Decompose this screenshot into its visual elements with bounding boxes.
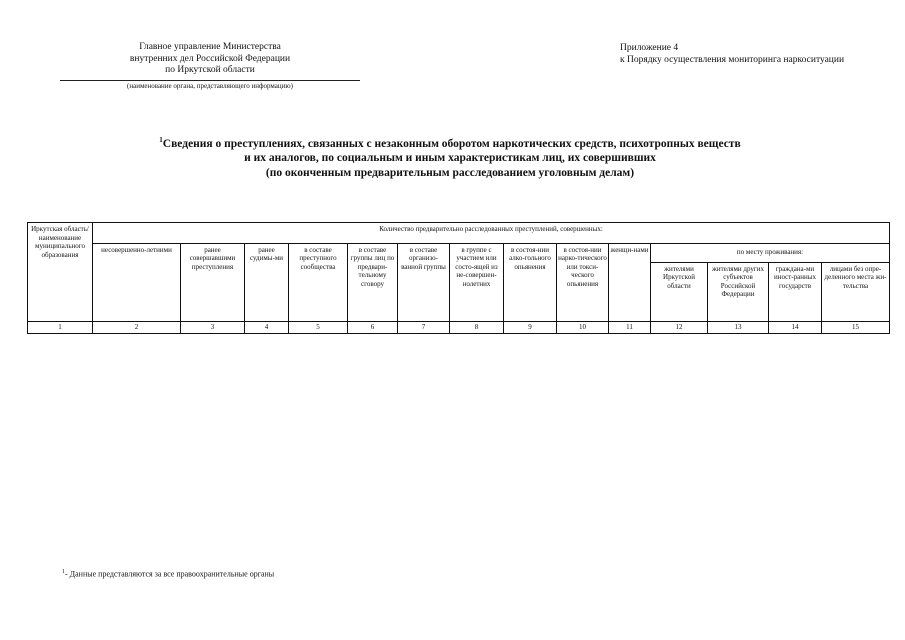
residence-column-header: жителями других субъектов Российской Федерации bbox=[708, 262, 769, 321]
column-number: 9 bbox=[504, 322, 557, 334]
org-line-1: Главное управление Министерства bbox=[139, 42, 281, 52]
title-line-3: (по оконченным предварительным расследованием уголовным делам) bbox=[265, 166, 635, 179]
column-number: 5 bbox=[289, 322, 348, 334]
column-number: 7 bbox=[398, 322, 450, 334]
appendix-line-1: Приложение 4 bbox=[620, 43, 679, 53]
column-number: 10 bbox=[557, 322, 609, 334]
column-number-row bbox=[28, 322, 890, 334]
appendix-line-2: к Порядку осуществления мониторинга наркоситуации bbox=[620, 54, 845, 65]
title-line-1-text: Сведения о преступлениях, связанных с незаконным оборотом наркотических средств, психотропных веществ bbox=[162, 137, 741, 150]
column-number: 13 bbox=[708, 322, 769, 334]
column-number: 14 bbox=[769, 322, 822, 334]
region-header: Иркутская область/ наименование муниципального образования bbox=[28, 223, 93, 322]
org-caption: (наименование органа, представляющего информацию) bbox=[127, 82, 293, 90]
column-header: в группе с участием или состо-ящей из не-совершен-нолетних bbox=[450, 243, 504, 321]
org-line-3: по Иркутской области bbox=[165, 65, 255, 75]
column-header: в составе преступного сообщества bbox=[289, 243, 348, 321]
column-number: 12 bbox=[651, 322, 708, 334]
organization-name bbox=[60, 42, 360, 77]
column-number: 3 bbox=[181, 322, 245, 334]
statistics-table bbox=[27, 222, 890, 334]
column-header: в составе организо-ванной группы bbox=[398, 243, 450, 321]
column-number: 1 bbox=[28, 322, 93, 334]
appendix-note bbox=[620, 43, 844, 66]
org-line-2: внутренних дел Российской Федерации bbox=[129, 53, 291, 64]
column-number: 11 bbox=[609, 322, 651, 334]
column-header: в составе группы лиц по предвари-тельному сговору bbox=[348, 243, 398, 321]
column-header: в состоя-нии алко-гольного опьянения bbox=[504, 243, 557, 321]
title-line-2: и их аналогов, по социальным и иным характеристикам лиц, их совершивших bbox=[244, 152, 656, 165]
column-header: ранее совершавшими преступления bbox=[181, 243, 245, 321]
column-header: несовершенно-летними bbox=[93, 243, 181, 321]
residence-header: по месту проживания: bbox=[651, 243, 890, 262]
title-line-1 bbox=[90, 133, 810, 151]
footnote-marker: 1 bbox=[62, 569, 65, 575]
residence-column-header: жителями Иркутской области bbox=[651, 262, 708, 321]
org-underline bbox=[60, 80, 360, 81]
table-header-row bbox=[28, 243, 890, 262]
document-title bbox=[90, 133, 810, 180]
column-header: женщи-нами bbox=[609, 243, 651, 321]
column-number: 15 bbox=[822, 322, 890, 334]
group-header: Количество предварительно расследованных преступлений, совершенных: bbox=[93, 223, 890, 244]
column-number: 2 bbox=[93, 322, 181, 334]
column-number: 8 bbox=[450, 322, 504, 334]
column-header: ранее судимы-ми bbox=[245, 243, 289, 321]
residence-column-header: лицами без опре-деленного места жи-тельства bbox=[822, 262, 890, 321]
column-number: 4 bbox=[245, 322, 289, 334]
column-number: 6 bbox=[348, 322, 398, 334]
title-footnote-marker: 1 bbox=[159, 136, 163, 144]
column-header: в состоя-нии нарко-тического или токси-ческого опьянения bbox=[557, 243, 609, 321]
residence-column-header: граждана-ми иност-ранных государств bbox=[769, 262, 822, 321]
footnote-text: - Данные представляются за все правоохранительные органы bbox=[65, 569, 275, 579]
table-group-row bbox=[28, 223, 890, 244]
footnote bbox=[62, 569, 274, 579]
